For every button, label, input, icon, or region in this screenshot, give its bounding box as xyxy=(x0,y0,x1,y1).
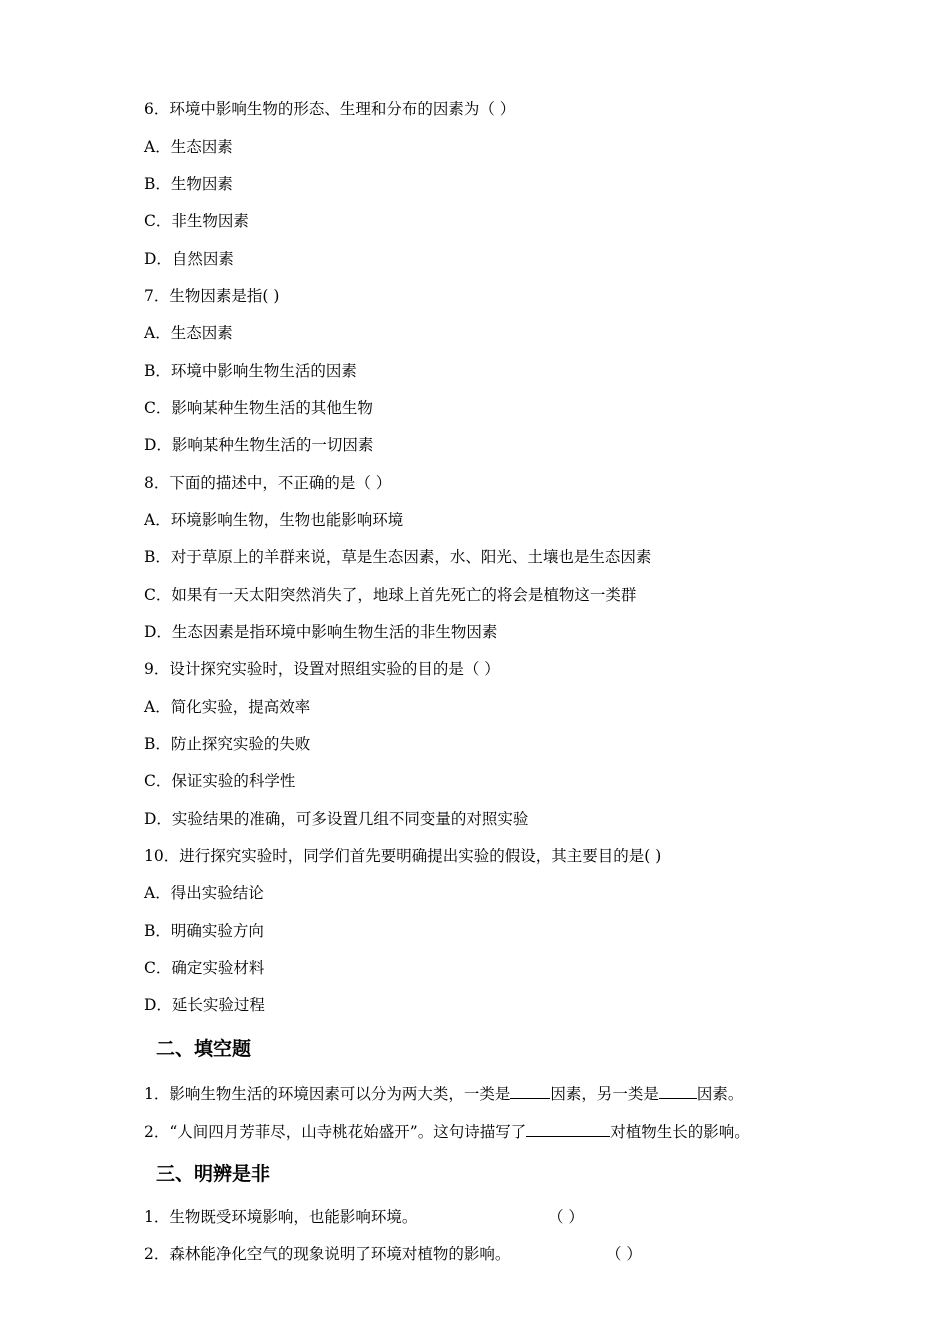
fill-blank-question-1 xyxy=(144,1083,743,1104)
fill-blank-q1-text-3: 因素。 xyxy=(696,1085,744,1103)
question-10-option-d: D．延长实验过程 xyxy=(144,996,265,1014)
question-7-option-d: D．影响某种生物生活的一切因素 xyxy=(144,436,374,454)
question-10-option-c: C．确定实验材料 xyxy=(144,959,265,977)
section-fill-blank-title: 二、填空题 xyxy=(156,1038,252,1060)
question-8-option-c: C．如果有一天太阳突然消失了，地球上首先死亡的将会是植物这一类群 xyxy=(144,586,637,604)
answer-blank[interactable] xyxy=(659,1083,697,1099)
question-10-option-a: A．得出实验结论 xyxy=(144,884,264,902)
question-8-stem: 8．下面的描述中，不正确的是（ ） xyxy=(144,474,392,492)
answer-parentheses[interactable]: （ ） xyxy=(606,1245,642,1263)
fill-blank-q2-text-2: 对植物生长的影响。 xyxy=(610,1123,750,1141)
question-6-stem: 6．环境中影响生物的形态、生理和分布的因素为（ ） xyxy=(144,100,516,118)
question-7-stem: 7．生物因素是指( ) xyxy=(144,287,280,305)
question-7-option-b: B．环境中影响生物生活的因素 xyxy=(144,362,357,380)
question-9-option-d: D．实验结果的准确，可多设置几组不同变量的对照实验 xyxy=(144,810,529,828)
question-9-option-c: C．保证实验的科学性 xyxy=(144,772,296,790)
question-9-option-b: B．防止探究实验的失败 xyxy=(144,735,311,753)
question-6-option-d: D．自然因素 xyxy=(144,250,234,268)
fill-blank-question-2 xyxy=(144,1121,750,1142)
fill-blank-q2-text-1: 2．“人间四月芳菲尽，山寺桃花始盛开”。这句诗描写了 xyxy=(144,1123,527,1141)
question-10-option-b: B．明确实验方向 xyxy=(144,922,264,940)
question-6-option-a: A．生态因素 xyxy=(144,138,233,156)
fill-blank-q1-text-1: 1．影响生物生活的环境因素可以分为两大类，一类是 xyxy=(144,1085,511,1103)
question-8-option-b: B．对于草原上的羊群来说，草是生态因素，水、阳光、土壤也是生态因素 xyxy=(144,548,652,566)
section-true-false-title: 三、明辨是非 xyxy=(156,1163,271,1185)
question-8-option-d: D．生态因素是指环境中影响生物生活的非生物因素 xyxy=(144,623,498,641)
question-7-option-c: C．影响某种生物生活的其他生物 xyxy=(144,399,373,417)
true-false-question-2: 2．森林能净化空气的现象说明了环境对植物的影响。 xyxy=(144,1245,511,1263)
fill-blank-q1-text-2: 因素，另一类是 xyxy=(550,1085,659,1103)
answer-parentheses[interactable]: （ ） xyxy=(548,1208,584,1226)
answer-blank[interactable] xyxy=(526,1121,610,1137)
question-6-option-c: C．非生物因素 xyxy=(144,212,249,230)
question-10-stem: 10．进行探究实验时，同学们首先要明确提出实验的假设，其主要目的是( ) xyxy=(144,847,662,865)
question-8-option-a: A．环境影响生物，生物也能影响环境 xyxy=(144,511,404,529)
answer-blank[interactable] xyxy=(510,1083,550,1099)
question-9-stem: 9．设计探究实验时，设置对照组实验的目的是（ ） xyxy=(144,660,500,678)
question-9-option-a: A．简化实验，提高效率 xyxy=(144,698,311,716)
question-7-option-a: A．生态因素 xyxy=(144,324,233,342)
true-false-question-1: 1．生物既受环境影响，也能影响环境。 xyxy=(144,1208,418,1226)
question-6-option-b: B．生物因素 xyxy=(144,175,233,193)
